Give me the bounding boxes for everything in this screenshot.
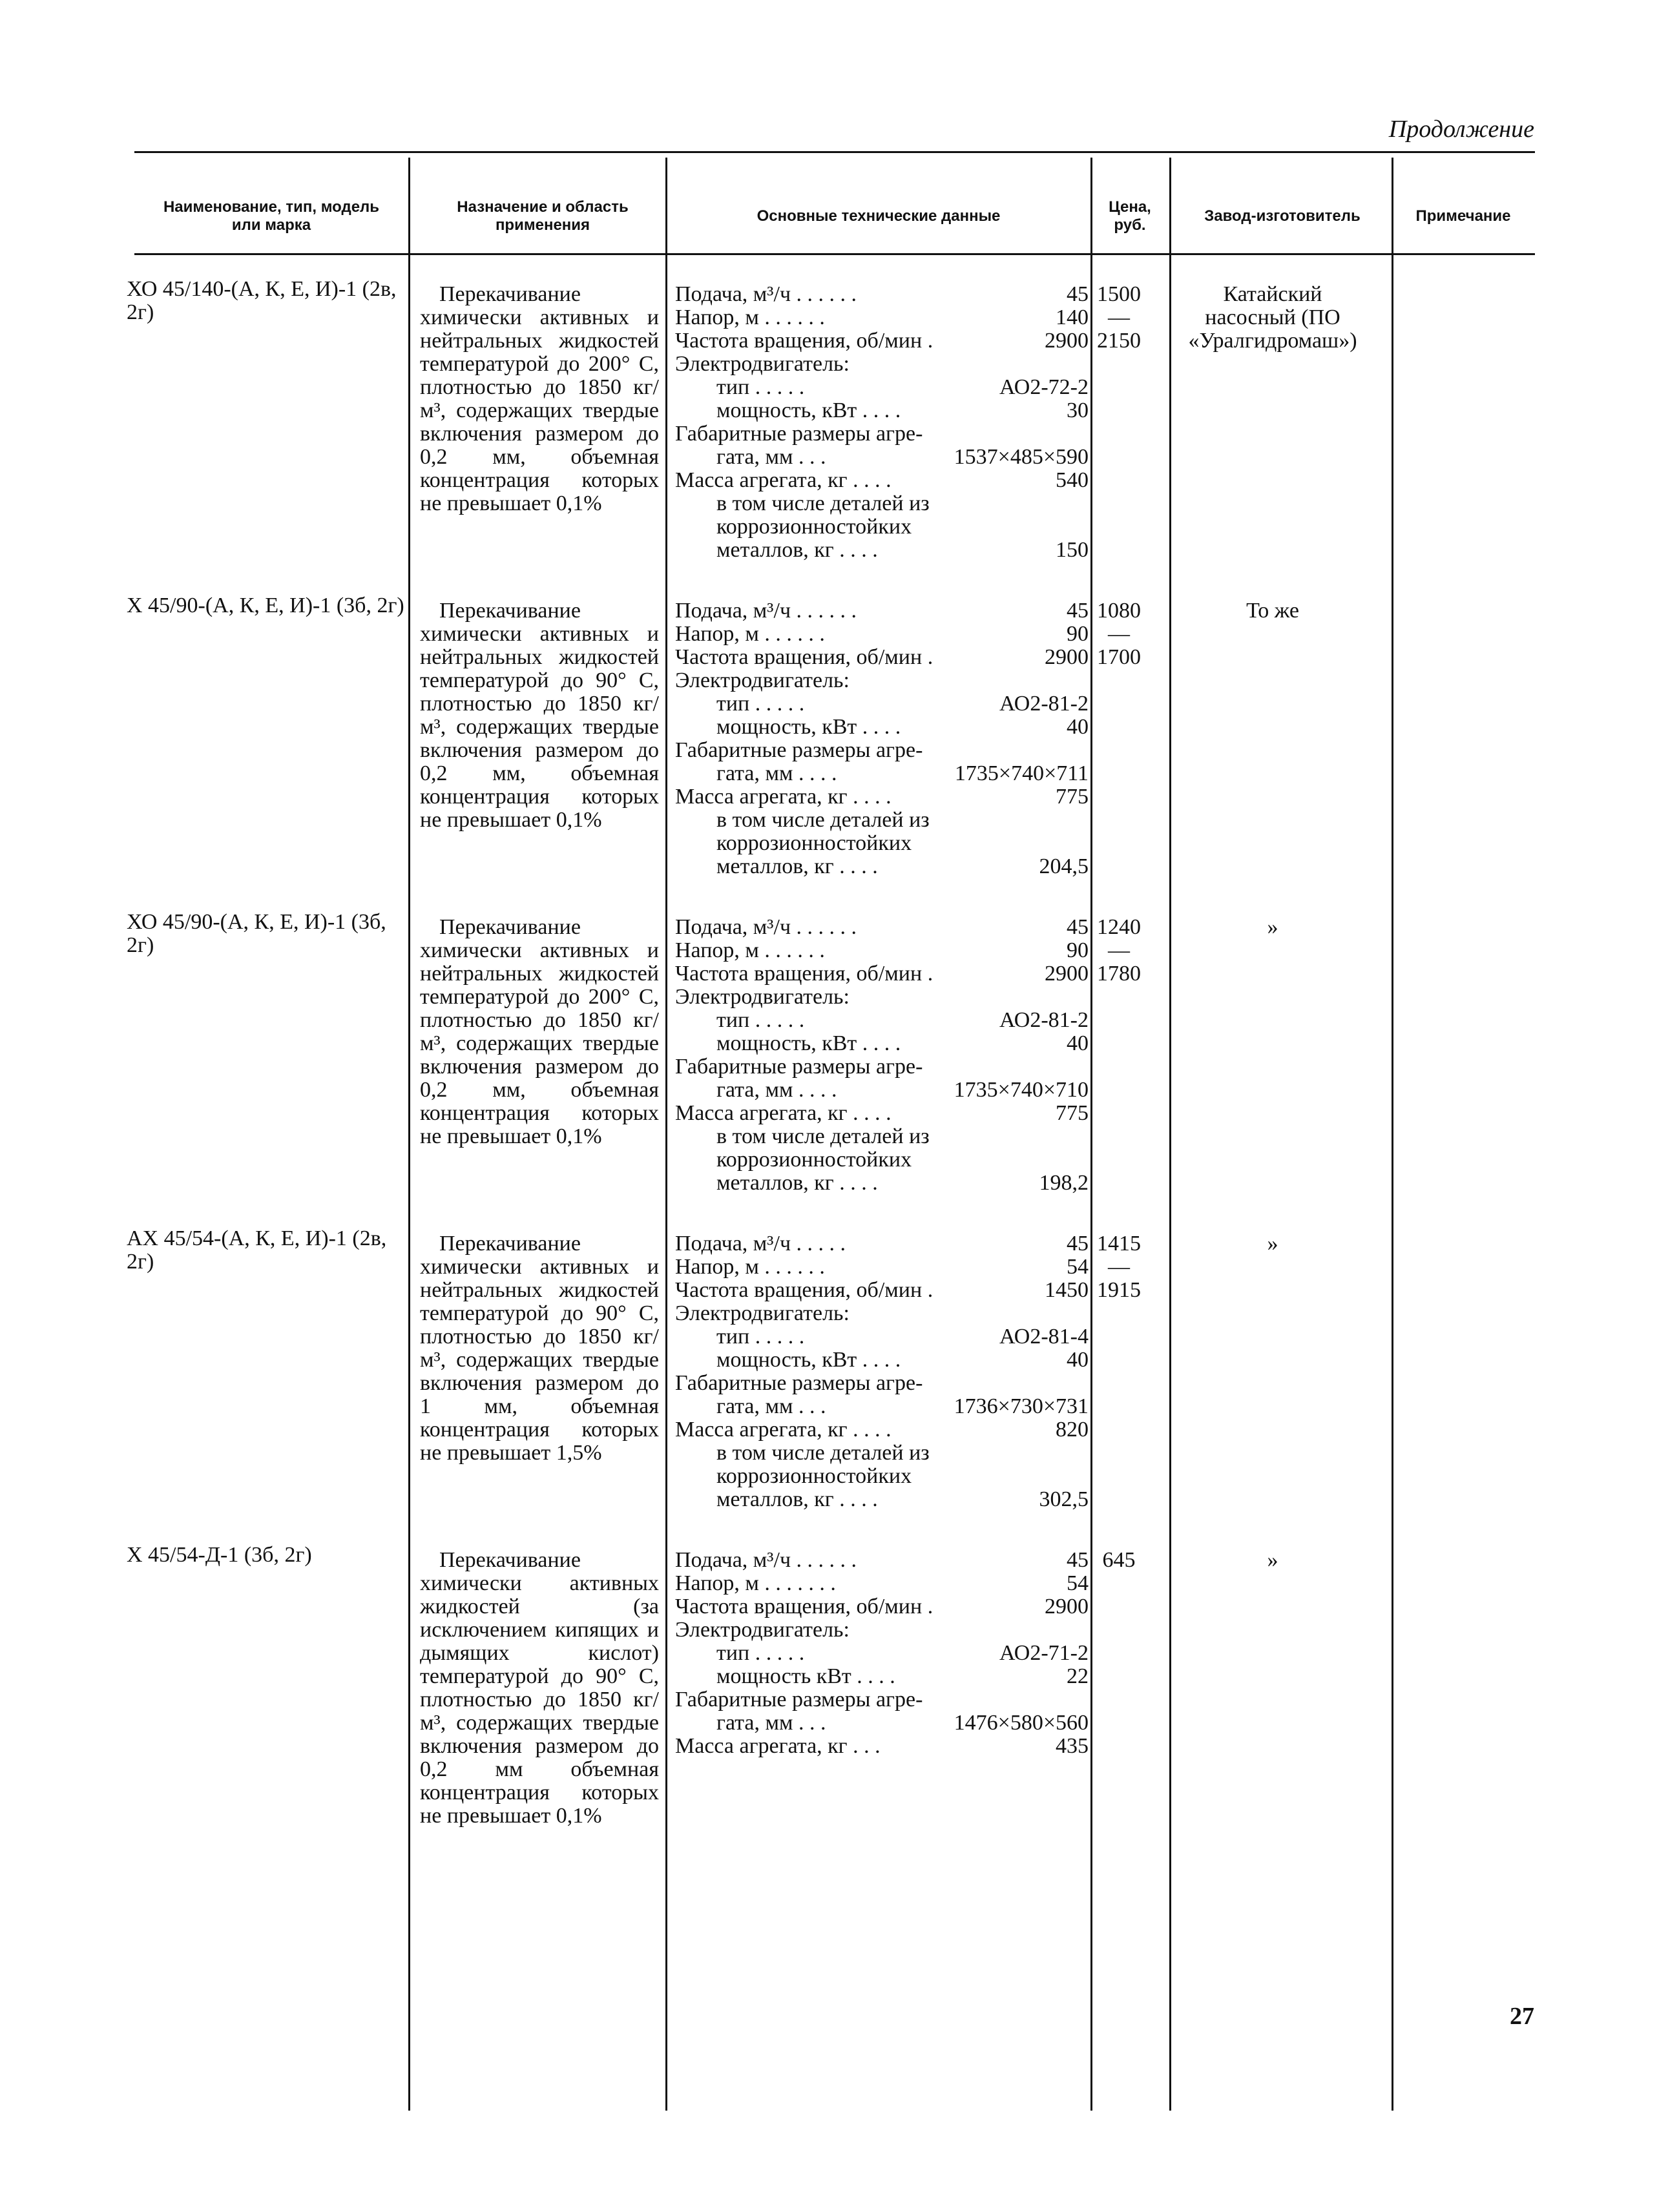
spec-value: 302,5 bbox=[1039, 1487, 1089, 1511]
column-divider bbox=[408, 158, 410, 2111]
spec-label: Электродвигатель: bbox=[675, 352, 850, 376]
spec-row bbox=[675, 599, 1089, 623]
spec-label: тип . . . . . bbox=[716, 1641, 805, 1665]
spec-label: Габаритные размеры агре- bbox=[675, 738, 923, 762]
spec-row bbox=[675, 353, 1089, 376]
spec-value: 775 bbox=[1056, 785, 1089, 809]
spec-row bbox=[675, 1279, 1089, 1302]
spec-value: 40 bbox=[1067, 1031, 1089, 1055]
spec-row bbox=[675, 1395, 1089, 1418]
spec-row bbox=[675, 1349, 1089, 1372]
spec-value: 204,5 bbox=[1039, 854, 1089, 878]
purpose-text: Перекачивание химически активных и нейтральных жидкостей температурой до 200° С, плотностью до 1850 кг/м³, содержащих твердые включения размером до 0,2 мм, объемная концентрация которых не превышает 0,1% bbox=[420, 915, 659, 1148]
table-top-rule bbox=[134, 151, 1535, 153]
spec-row bbox=[675, 1465, 1089, 1488]
spec-row bbox=[675, 539, 1089, 562]
spec-row bbox=[675, 1711, 1089, 1735]
spec-value: АО2-72-2 bbox=[999, 375, 1089, 399]
spec-value: 435 bbox=[1056, 1734, 1089, 1758]
spec-label: тип . . . . . bbox=[716, 1325, 805, 1349]
spec-label: Габаритные размеры агре- bbox=[675, 1688, 923, 1711]
spec-value: 198,2 bbox=[1039, 1171, 1089, 1195]
header-price: Цена, руб. bbox=[1109, 198, 1151, 234]
spec-row bbox=[675, 916, 1089, 939]
spec-row bbox=[675, 1665, 1089, 1688]
spec-row bbox=[675, 1642, 1089, 1665]
spec-label: Подача, м³/ч . . . . . . bbox=[675, 1548, 857, 1572]
spec-label: Электродвигатель: bbox=[675, 668, 850, 692]
spec-value: АО2-81-4 bbox=[999, 1325, 1089, 1349]
spec-row bbox=[675, 1735, 1089, 1758]
spec-row bbox=[675, 646, 1089, 669]
price-value: 1415— 1915 bbox=[1097, 1232, 1141, 1302]
spec-row bbox=[675, 1256, 1089, 1279]
spec-label: коррозионностойких bbox=[716, 1148, 912, 1172]
spec-row bbox=[675, 306, 1089, 329]
spec-row bbox=[675, 1488, 1089, 1511]
spec-value: 54 bbox=[1067, 1571, 1089, 1595]
spec-label: Напор, м . . . . . . bbox=[675, 1255, 825, 1279]
manufacturer: Катайский насосный (ПО «Уралгидромаш») bbox=[1188, 282, 1357, 353]
spec-value: 150 bbox=[1056, 538, 1089, 562]
spec-label: Напор, м . . . . . . bbox=[675, 622, 825, 646]
spec-row bbox=[675, 855, 1089, 878]
spec-label: коррозионностойких bbox=[716, 515, 912, 539]
spec-label: Частота вращения, об/мин . bbox=[675, 329, 933, 353]
spec-label: Электродвигатель: bbox=[675, 1618, 850, 1642]
model-name: АХ 45/54-(А, К, Е, И)-1 (2в, 2г) bbox=[127, 1226, 387, 1274]
spec-row bbox=[675, 669, 1089, 692]
spec-value: 1735×740×710 bbox=[954, 1078, 1089, 1102]
spec-label: тип . . . . . bbox=[716, 692, 805, 716]
spec-row bbox=[675, 809, 1089, 832]
spec-row bbox=[675, 422, 1089, 446]
spec-row bbox=[675, 1572, 1089, 1595]
spec-row bbox=[675, 1549, 1089, 1572]
spec-label: Напор, м . . . . . . bbox=[675, 305, 825, 329]
price-value: 1080— 1700 bbox=[1097, 599, 1141, 669]
spec-value: 90 bbox=[1067, 622, 1089, 646]
manufacturer: » bbox=[1267, 1232, 1278, 1256]
model-name: ХО 45/140-(А, К, Е, И)-1 (2в, 2г) bbox=[127, 277, 397, 324]
spec-label: мощность, кВт . . . . bbox=[716, 1348, 901, 1372]
spec-value: 45 bbox=[1067, 1548, 1089, 1572]
column-divider bbox=[1392, 158, 1393, 2111]
spec-row bbox=[675, 739, 1089, 762]
header-name: Наименование, тип, модель или марка bbox=[163, 198, 380, 234]
spec-value: АО2-81-2 bbox=[999, 1008, 1089, 1032]
spec-row bbox=[675, 1418, 1089, 1442]
purpose-text: Перекачивание химически активных жидкостей (за исключением кипящих и дымящих кислот) температурой до 90° С, плотностью до 1850 кг/м³, содержащих твердые включения размером до 0,2 мм объемная концентрация которых не превышает 0,1% bbox=[420, 1548, 659, 1828]
spec-label: Частота вращения, об/мин . bbox=[675, 645, 933, 669]
spec-value: 1736×730×731 bbox=[954, 1394, 1089, 1418]
spec-row bbox=[675, 1172, 1089, 1195]
spec-label: Масса агрегата, кг . . . . bbox=[675, 468, 892, 492]
specs-block bbox=[675, 283, 1089, 562]
spec-row bbox=[675, 623, 1089, 646]
spec-row bbox=[675, 986, 1089, 1009]
spec-value: 40 bbox=[1067, 715, 1089, 739]
spec-label: Электродвигатель: bbox=[675, 1301, 850, 1325]
spec-label: гата, мм . . . bbox=[716, 1394, 826, 1418]
specs-block bbox=[675, 1232, 1089, 1511]
model-name: Х 45/90-(А, К, Е, И)-1 (3б, 2г) bbox=[127, 594, 404, 617]
header-specs: Основные технические данные bbox=[756, 207, 1001, 225]
spec-row bbox=[675, 1595, 1089, 1618]
spec-label: Габаритные размеры агре- bbox=[675, 1371, 923, 1395]
spec-value: 1537×485×590 bbox=[954, 445, 1089, 469]
spec-label: в том числе деталей из bbox=[716, 808, 930, 832]
spec-row bbox=[675, 492, 1089, 515]
spec-label: гата, мм . . . bbox=[716, 445, 826, 469]
manufacturer: То же bbox=[1246, 599, 1299, 623]
spec-value: 45 bbox=[1067, 1232, 1089, 1256]
manufacturer: » bbox=[1267, 915, 1278, 939]
spec-label: мощность, кВт . . . . bbox=[716, 715, 901, 739]
spec-value: 45 bbox=[1067, 599, 1089, 623]
spec-row bbox=[675, 832, 1089, 855]
spec-label: металлов, кг . . . . bbox=[716, 1487, 878, 1511]
spec-value: 2900 bbox=[1045, 1595, 1089, 1618]
spec-row bbox=[675, 762, 1089, 785]
column-divider bbox=[665, 158, 667, 2111]
manufacturer: » bbox=[1267, 1548, 1278, 1572]
spec-label: гата, мм . . . . bbox=[716, 1078, 837, 1102]
model-name: ХО 45/90-(А, К, Е, И)-1 (3б, 2г) bbox=[127, 910, 386, 957]
spec-label: Масса агрегата, кг . . . . bbox=[675, 1418, 892, 1442]
spec-label: в том числе деталей из bbox=[716, 491, 930, 515]
spec-value: 30 bbox=[1067, 398, 1089, 422]
spec-label: Подача, м³/ч . . . . . . bbox=[675, 915, 857, 939]
header-maker: Завод-изготовитель bbox=[1204, 207, 1361, 225]
price-value: 1240— 1780 bbox=[1097, 915, 1141, 986]
spec-value: 2900 bbox=[1045, 645, 1089, 669]
spec-label: Габаритные размеры агре- bbox=[675, 1055, 923, 1079]
spec-value: 2900 bbox=[1045, 962, 1089, 986]
spec-value: 54 bbox=[1067, 1255, 1089, 1279]
spec-label: Подача, м³/ч . . . . . bbox=[675, 1232, 846, 1256]
spec-label: металлов, кг . . . . bbox=[716, 1171, 878, 1195]
spec-row bbox=[675, 1079, 1089, 1102]
spec-row bbox=[675, 716, 1089, 739]
spec-label: тип . . . . . bbox=[716, 375, 805, 399]
spec-label: гата, мм . . . . bbox=[716, 761, 837, 785]
spec-row bbox=[675, 376, 1089, 399]
spec-label: Масса агрегата, кг . . . . bbox=[675, 785, 892, 809]
model-name: Х 45/54-Д-1 (3б, 2г) bbox=[127, 1543, 312, 1567]
spec-row bbox=[675, 962, 1089, 986]
spec-row bbox=[675, 1102, 1089, 1125]
spec-value: 45 bbox=[1067, 282, 1089, 306]
spec-value: 40 bbox=[1067, 1348, 1089, 1372]
spec-label: Частота вращения, об/мин . bbox=[675, 962, 933, 986]
purpose-text: Перекачивание химически активных и нейтральных жидкостей температурой до 200° С, плотностью до 1850 кг/м³, содержащих твердые включения размером до 0,2 мм, объемная концентрация которых не превышает 0,1% bbox=[420, 282, 659, 515]
spec-row bbox=[675, 446, 1089, 469]
spec-label: Подача, м³/ч . . . . . . bbox=[675, 599, 857, 623]
page-number: 27 bbox=[1510, 2003, 1534, 2030]
spec-label: металлов, кг . . . . bbox=[716, 538, 878, 562]
spec-row bbox=[675, 1325, 1089, 1349]
spec-label: в том числе деталей из bbox=[716, 1441, 930, 1465]
spec-value: 820 bbox=[1056, 1418, 1089, 1442]
spec-label: металлов, кг . . . . bbox=[716, 854, 878, 878]
spec-row bbox=[675, 1125, 1089, 1148]
spec-row bbox=[675, 515, 1089, 539]
spec-label: Напор, м . . . . . . . bbox=[675, 1571, 836, 1595]
spec-row bbox=[675, 785, 1089, 809]
spec-value: 775 bbox=[1056, 1101, 1089, 1125]
spec-row bbox=[675, 469, 1089, 492]
spec-value: АО2-71-2 bbox=[999, 1641, 1089, 1665]
spec-label: мощность кВт . . . . bbox=[716, 1664, 895, 1688]
spec-label: Напор, м . . . . . . bbox=[675, 938, 825, 962]
header-purpose: Назначение и область применения bbox=[457, 198, 629, 234]
spec-row bbox=[675, 1009, 1089, 1032]
spec-label: мощность, кВт . . . . bbox=[716, 1031, 901, 1055]
spec-value: 90 bbox=[1067, 938, 1089, 962]
specs-block bbox=[675, 916, 1089, 1195]
spec-value: 1476×580×560 bbox=[954, 1711, 1089, 1735]
spec-value: 45 bbox=[1067, 915, 1089, 939]
spec-value: 140 bbox=[1056, 305, 1089, 329]
spec-label: Электродвигатель: bbox=[675, 985, 850, 1009]
purpose-text: Перекачивание химически активных и нейтральных жидкостей температурой до 90° С, плотностью до 1850 кг/м³, содержащих твердые включения размером до 0,2 мм, объемная концентрация которых не превышает 0,1% bbox=[420, 599, 659, 832]
spec-value: АО2-81-2 bbox=[999, 692, 1089, 716]
spec-row bbox=[675, 692, 1089, 716]
column-divider bbox=[1090, 158, 1092, 2111]
spec-label: мощность, кВт . . . . bbox=[716, 398, 901, 422]
specs-block bbox=[675, 1549, 1089, 1758]
spec-label: Частота вращения, об/мин . bbox=[675, 1278, 933, 1302]
spec-label: Габаритные размеры агре- bbox=[675, 422, 923, 446]
spec-label: тип . . . . . bbox=[716, 1008, 805, 1032]
spec-row bbox=[675, 1688, 1089, 1711]
spec-label: коррозионностойких bbox=[716, 1464, 912, 1488]
spec-row bbox=[675, 1232, 1089, 1256]
spec-label: в том числе деталей из bbox=[716, 1124, 930, 1148]
spec-row bbox=[675, 1032, 1089, 1055]
column-divider bbox=[1169, 158, 1171, 2111]
spec-row bbox=[675, 1148, 1089, 1172]
purpose-text: Перекачивание химически активных и нейтральных жидкостей температурой до 90° С, плотностью до 1850 кг/м³, содержащих твердые включения размером до 1 мм, объемная концентрация которых не превышает 1,5% bbox=[420, 1232, 659, 1465]
spec-value: 22 bbox=[1067, 1664, 1089, 1688]
spec-label: гата, мм . . . bbox=[716, 1711, 826, 1735]
spec-row bbox=[675, 939, 1089, 962]
spec-label: Подача, м³/ч . . . . . . bbox=[675, 282, 857, 306]
spec-label: Частота вращения, об/мин . bbox=[675, 1595, 933, 1618]
price-value: 645 bbox=[1102, 1548, 1136, 1572]
spec-row bbox=[675, 329, 1089, 353]
spec-row bbox=[675, 1055, 1089, 1079]
specs-block bbox=[675, 599, 1089, 878]
spec-row bbox=[675, 399, 1089, 422]
price-value: 1500— 2150 bbox=[1097, 282, 1141, 353]
spec-row bbox=[675, 1442, 1089, 1465]
spec-value: 1450 bbox=[1045, 1278, 1089, 1302]
table-header-rule bbox=[134, 253, 1535, 255]
spec-label: коррозионностойких bbox=[716, 831, 912, 855]
spec-row bbox=[675, 1372, 1089, 1395]
spec-value: 540 bbox=[1056, 468, 1089, 492]
header-note: Примечание bbox=[1415, 207, 1511, 225]
continuation-label: Продолжение bbox=[1388, 116, 1534, 143]
spec-value: 1735×740×711 bbox=[954, 761, 1089, 785]
spec-label: Масса агрегата, кг . . . bbox=[675, 1734, 881, 1758]
spec-value: 2900 bbox=[1045, 329, 1089, 353]
spec-row bbox=[675, 1302, 1089, 1325]
spec-row bbox=[675, 283, 1089, 306]
spec-row bbox=[675, 1618, 1089, 1642]
spec-label: Масса агрегата, кг . . . . bbox=[675, 1101, 892, 1125]
